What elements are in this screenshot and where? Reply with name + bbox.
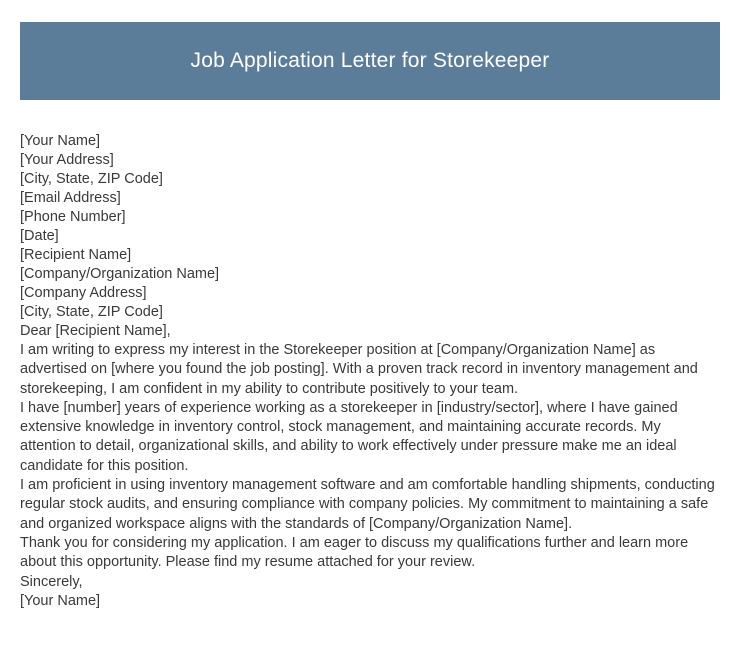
recipient-city-state-zip: [City, State, ZIP Code] bbox=[20, 304, 163, 320]
body-paragraph-2: I have [number] years of experience working as a storekeeper in [industry/sector], where I have gained extensive knowledge in inventory control, stock management, and maintaining accurate records. My attention to detail, organizational skills, and ability to work effectively under pressure make me an ideal candidate for this position. bbox=[20, 399, 678, 474]
sender-phone: [Phone Number] bbox=[20, 209, 126, 225]
signature-name: [Your Name] bbox=[20, 592, 101, 609]
sender-city-state-zip: [City, State, ZIP Code] bbox=[20, 171, 163, 187]
recipient-company: [Company/Organization Name] bbox=[20, 266, 220, 282]
sender-name: [Your Name] bbox=[20, 133, 101, 149]
sender-block bbox=[20, 132, 720, 246]
body-paragraph-3: I am proficient in using inventory management software and am comfortable handling shipments, conducting regular stock audits, and ensuring compliance with company policies. My commitment to maintaining a safe and organized workspace aligns with the standards of [Company/Organization Name]. bbox=[20, 477, 715, 532]
recipient-block bbox=[20, 246, 720, 322]
sender-email: [Email Address] bbox=[20, 190, 121, 206]
body-paragraph-4: Thank you for considering my application. I am eager to discuss my qualifications further and learn more about this opportunity. Please find my resume attached for your review. bbox=[20, 534, 689, 571]
closing: Sincerely, bbox=[20, 573, 83, 590]
recipient-name: [Recipient Name] bbox=[20, 247, 132, 263]
letter-body bbox=[20, 132, 720, 611]
letter-date: [Date] bbox=[20, 228, 59, 244]
salutation: Dear [Recipient Name], bbox=[20, 323, 171, 339]
body-paragraph-1: I am writing to express my interest in the Storekeeper position at [Company/Organization Name] as advertised on [where you found the job posting]. With a proven track record in inventory management and storekeeping, I am confident in my ability to contribute positively to your team. bbox=[20, 342, 698, 397]
sender-address: [Your Address] bbox=[20, 152, 114, 168]
page-title: Job Application Letter for Storekeeper bbox=[190, 49, 550, 73]
recipient-address: [Company Address] bbox=[20, 285, 147, 301]
document-header-banner bbox=[20, 22, 720, 100]
